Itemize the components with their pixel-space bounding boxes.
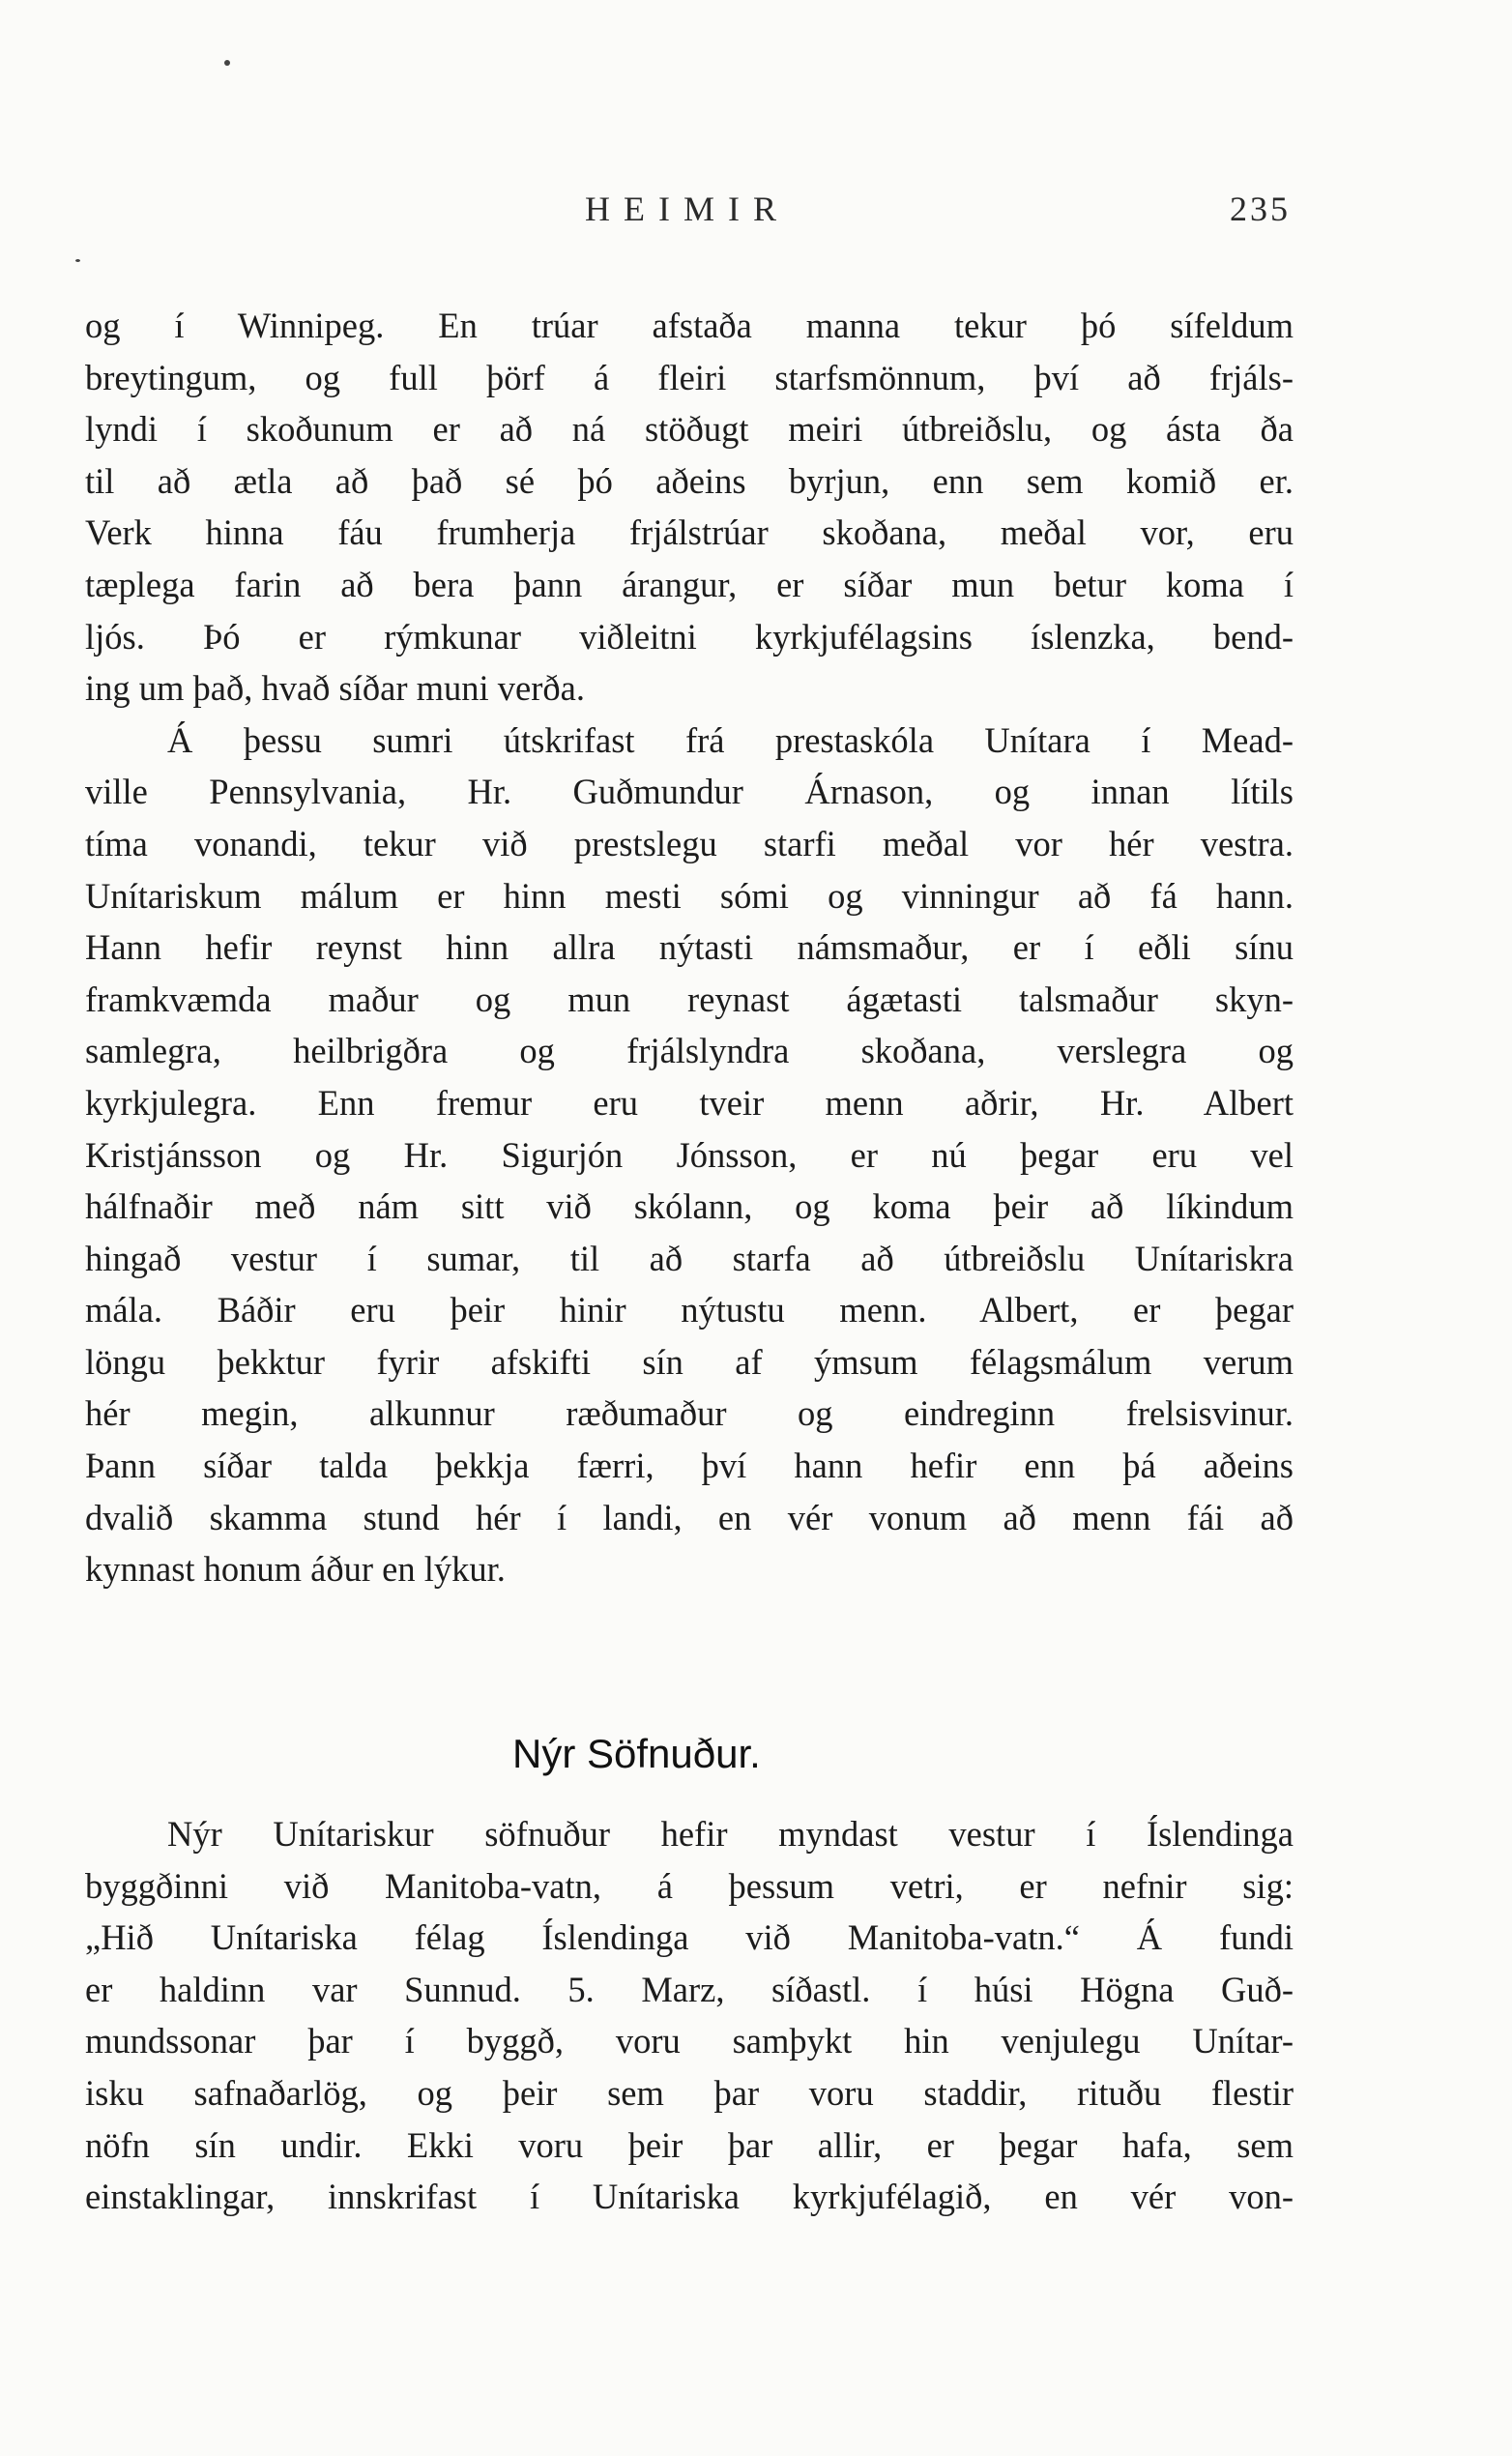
text-line: Hann hefir reynst hinn allra nýtasti námsmaður, er í eðli sínu	[85, 927, 1294, 968]
text-line: ville Pennsylvania, Hr. Guðmundur Árnason, og innan lítils	[85, 772, 1294, 812]
text-line: framkvæmda maður og mun reynast ágætasti talsmaður skyn-	[85, 979, 1294, 1019]
running-head: HEIMIR	[585, 190, 790, 228]
text-line: byggðinni við Manitoba-vatn, á þessum vetri, er nefnir sig:	[85, 1865, 1294, 1906]
scan-speck	[75, 259, 80, 262]
text-line: „Hið Unítariska félag Íslendinga við Manitoba-vatn.“ Á fundi	[85, 1917, 1294, 1958]
text-line: Kristjánsson og Hr. Sigurjón Jónsson, er nú þegar eru vel	[85, 1134, 1294, 1175]
text-line: hingað vestur í sumar, til að starfa að útbreiðslu Unítariskra	[85, 1238, 1294, 1278]
text-line: breytingum, og full þörf á fleiri starfsmönnum, því að frjáls-	[85, 357, 1294, 397]
text-line: hálfnaðir með nám sitt við skólann, og koma þeir að líkindum	[85, 1186, 1294, 1227]
text-line: tæplega farin að bera þann árangur, er síðar mun betur koma í	[85, 564, 1294, 604]
text-line: dvalið skamma stund hér í landi, en vér vonum að menn fái að	[85, 1497, 1294, 1537]
text-line: Á þessu sumri útskrifast frá prestaskóla Unítara í Mead-	[167, 719, 1294, 760]
text-line: Þann síðar talda þekkja færri, því hann hefir enn þá aðeins	[85, 1446, 1294, 1486]
text-line: til að ætla að það sé þó aðeins byrjun, enn sem komið er.	[85, 460, 1294, 501]
text-line: Verk hinna fáu frumherja frjálstrúar skoðana, meðal vor, eru	[85, 512, 1294, 553]
body-text-section-1	[85, 300, 1294, 1595]
section-heading: Nýr Söfnuður.	[512, 1731, 761, 1776]
text-line: mála. Báðir eru þeir hinir nýtustu menn. Albert, er þegar	[85, 1290, 1294, 1330]
text-line: samlegra, heilbrigðra og frjálslyndra skoðana, verslegra og	[85, 1031, 1294, 1071]
text-line: löngu þekktur fyrir afskifti sín af ýmsum félagsmálum verum	[85, 1341, 1294, 1382]
page-number: 235	[1230, 190, 1291, 228]
text-line: er haldinn var Sunnud. 5. Marz, síðastl. í húsi Högna Guð-	[85, 1969, 1294, 2009]
body-text-section-2	[85, 1808, 1294, 2223]
text-line: kynnast honum áður en lýkur.	[85, 1549, 506, 1590]
text-line: isku safnaðarlög, og þeir sem þar voru staddir, rituðu flestir	[85, 2072, 1294, 2113]
scan-speck	[224, 60, 230, 66]
text-line: hér megin, alkunnur ræðumaður og eindreginn frelsisvinur.	[85, 1393, 1294, 1434]
text-line: kyrkjulegra. Enn fremur eru tveir menn aðrir, Hr. Albert	[85, 1082, 1294, 1123]
text-line: lyndi í skoðunum er að ná stöðugt meiri útbreiðslu, og ásta ða	[85, 409, 1294, 450]
text-line: Nýr Unítariskur söfnuður hefir myndast vestur í Íslendinga	[167, 1814, 1294, 1854]
text-line: ing um það, hvað síðar muni verða.	[85, 668, 585, 709]
text-line: mundssonar þar í byggð, voru samþykt hin venjulegu Unítar-	[85, 2021, 1294, 2061]
text-line: og í Winnipeg. En trúar afstaða manna tekur þó sífeldum	[85, 306, 1294, 345]
text-line: Unítariskum málum er hinn mesti sómi og vinningur að fá hann.	[85, 875, 1294, 916]
text-line: einstaklingar, innskrifast í Unítariska kyrkjufélagið, en vér von-	[85, 2177, 1294, 2217]
text-line: nöfn sín undir. Ekki voru þeir þar allir, er þegar hafa, sem	[85, 2124, 1294, 2165]
text-line: tíma vonandi, tekur við prestslegu starfi meðal vor hér vestra.	[85, 823, 1294, 863]
text-line: ljós. Þó er rýmkunar viðleitni kyrkjufélagsins íslenzka, bend-	[85, 616, 1294, 657]
